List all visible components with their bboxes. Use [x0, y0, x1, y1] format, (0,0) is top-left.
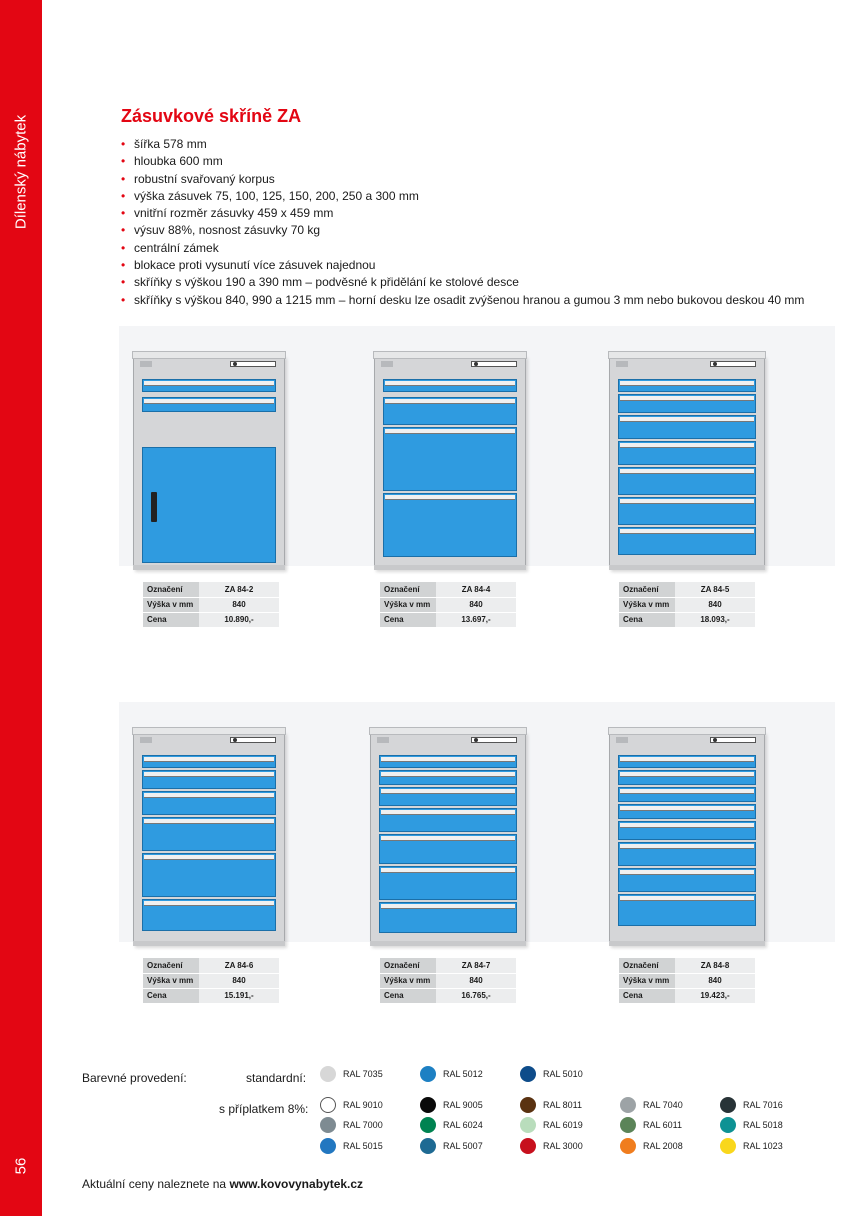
logo-plate: [381, 361, 393, 367]
spec-table: [143, 582, 279, 628]
height-label: Výška v mm: [619, 597, 675, 612]
drawer-handle: [620, 870, 754, 875]
drawer-handle: [144, 399, 274, 404]
height-cell: 840: [436, 597, 516, 612]
cabinet-image: [119, 326, 359, 566]
drawer: [142, 379, 276, 392]
color-swatch: [320, 1066, 336, 1082]
drawer-handle: [620, 896, 754, 901]
cabinet-illustration: [133, 732, 285, 946]
drawer-handle: [620, 757, 754, 762]
logo-plate: [140, 361, 152, 367]
price-label: Cena: [380, 988, 436, 1003]
cabinet-illustration: [609, 356, 765, 570]
price-label: Cena: [380, 612, 436, 627]
feature-item: • blokace proti vysunutí více zásuvek najednou: [121, 257, 804, 274]
drawer-handle: [620, 823, 754, 828]
color-swatch: [720, 1138, 736, 1154]
drawer-handle: [385, 495, 515, 500]
drawer-handle: [381, 868, 515, 873]
drawer-handle: [620, 844, 754, 849]
color-swatch: [520, 1138, 536, 1154]
color-name: RAL 7000: [343, 1120, 383, 1130]
drawer: [142, 397, 276, 412]
height-cell: 840: [675, 597, 755, 612]
spec-row: [143, 612, 279, 627]
spec-row: [143, 988, 279, 1003]
feature-item: • výsuv 88%, nosnost zásuvky 70 kg: [121, 222, 804, 239]
feature-item: • vnitřní rozměr zásuvky 459 x 459 mm: [121, 205, 804, 222]
feature-item: • skříňky s výškou 840, 990 a 1215 mm – horní desku lze osadit zvýšenou hranou a gumou 3 mm nebo bukovou deskou 40 mm: [121, 292, 804, 309]
height-cell: 840: [436, 973, 516, 988]
drawer: [618, 755, 756, 768]
drawer: [618, 787, 756, 802]
drawer: [618, 868, 756, 892]
drawer-handle: [385, 399, 515, 404]
color-name: RAL 9005: [443, 1100, 483, 1110]
color-options-heading: Barevné provedení:: [82, 1071, 187, 1085]
feature-item: • centrální zámek: [121, 240, 804, 257]
color-name: RAL 5007: [443, 1141, 483, 1151]
cabinet-image: [356, 326, 596, 566]
drawer-handle: [144, 855, 274, 860]
drawer: [618, 379, 756, 392]
drawer: [142, 755, 276, 768]
feature-list: [121, 136, 804, 309]
height-label: Výška v mm: [380, 973, 436, 988]
logo-plate: [140, 737, 152, 743]
drawer-handle: [620, 443, 754, 448]
spec-table: [619, 958, 755, 1004]
code-label: Označení: [380, 582, 436, 597]
footer-text: Aktuální ceny naleznete na: [82, 1177, 230, 1191]
feature-item: • výška zásuvek 75, 100, 125, 150, 200, 250 a 300 mm: [121, 188, 804, 205]
cabinet-image: [119, 702, 359, 942]
spec-row: [619, 958, 755, 973]
footer-website-link[interactable]: www.kovovynabytek.cz: [229, 1177, 364, 1191]
cabinet-image: [595, 326, 835, 566]
page-number: 56: [12, 1157, 30, 1175]
drawer: [618, 842, 756, 866]
cabinet-illustration: [370, 732, 526, 946]
height-label: Výška v mm: [619, 973, 675, 988]
spec-row: [143, 582, 279, 597]
height-label: Výška v mm: [143, 973, 199, 988]
drawer-handle: [381, 810, 515, 815]
drawer: [383, 397, 517, 425]
drawer: [142, 853, 276, 897]
code-label: Označení: [380, 958, 436, 973]
drawer-handle: [620, 417, 754, 422]
color-name: RAL 6024: [443, 1120, 483, 1130]
drawer-handle: [144, 901, 274, 906]
color-name: RAL 8011: [543, 1100, 583, 1110]
cabinet-door: [142, 447, 276, 563]
drawer: [142, 770, 276, 789]
price-label: Cena: [619, 612, 675, 627]
central-lock-icon: [230, 361, 276, 367]
code-cell: ZA 84-8: [675, 958, 755, 973]
color-swatch: [720, 1117, 736, 1133]
cabinet-image: [356, 702, 596, 942]
central-lock-icon: [230, 737, 276, 743]
spec-row: [619, 988, 755, 1003]
feature-item: • šířka 578 mm: [121, 136, 804, 153]
cabinet-illustration: [609, 732, 765, 946]
spec-table: [380, 958, 516, 1004]
color-swatch: [420, 1117, 436, 1133]
color-swatch: [520, 1066, 536, 1082]
cabinet-illustration: [374, 356, 526, 570]
central-lock-icon: [710, 737, 756, 743]
spec-table: [380, 582, 516, 628]
price-label: Cena: [143, 988, 199, 1003]
drawer: [142, 817, 276, 851]
code-cell: ZA 84-6: [199, 958, 279, 973]
color-name: RAL 6019: [543, 1120, 583, 1130]
footer: [82, 1177, 363, 1191]
color-swatch: [520, 1097, 536, 1113]
spec-row: [619, 582, 755, 597]
drawer: [383, 427, 517, 491]
spec-row: [143, 973, 279, 988]
drawer: [379, 808, 517, 832]
drawer-handle: [144, 819, 274, 824]
drawer-handle: [620, 396, 754, 401]
color-name: RAL 7016: [743, 1100, 783, 1110]
color-swatch: [620, 1138, 636, 1154]
drawer: [379, 755, 517, 768]
drawer-handle: [381, 772, 515, 777]
drawer: [618, 894, 756, 926]
color-swatch: [320, 1138, 336, 1154]
spec-row: [143, 958, 279, 973]
drawer: [618, 497, 756, 525]
color-swatch: [420, 1138, 436, 1154]
drawer-handle: [620, 499, 754, 504]
color-name: RAL 2008: [643, 1141, 683, 1151]
logo-plate: [616, 737, 628, 743]
cabinet-illustration: [133, 356, 285, 570]
spec-row: [619, 973, 755, 988]
central-lock-icon: [710, 361, 756, 367]
code-label: Označení: [143, 958, 199, 973]
spec-table: [619, 582, 755, 628]
color-swatch: [720, 1097, 736, 1113]
price-cell: 18.093,-: [675, 612, 755, 627]
drawer: [618, 804, 756, 819]
central-lock-icon: [471, 737, 517, 743]
color-swatch: [620, 1097, 636, 1113]
drawer: [618, 441, 756, 465]
drawer-handle: [144, 757, 274, 762]
code-cell: ZA 84-5: [675, 582, 755, 597]
color-name: RAL 1023: [743, 1141, 783, 1151]
drawer: [142, 899, 276, 931]
drawer: [618, 770, 756, 785]
standard-colors-label: standardní:: [246, 1071, 307, 1085]
drawer-handle: [620, 806, 754, 811]
drawer-handle: [385, 381, 515, 386]
color-name: RAL 6011: [643, 1120, 683, 1130]
drawer-handle: [381, 836, 515, 841]
drawer: [618, 415, 756, 439]
drawer: [379, 770, 517, 785]
price-label: Cena: [143, 612, 199, 627]
code-label: Označení: [619, 958, 675, 973]
drawer: [142, 791, 276, 815]
page-title: Zásuvkové skříně ZA: [121, 106, 302, 126]
drawer: [379, 902, 517, 933]
code-cell: ZA 84-7: [436, 958, 516, 973]
spec-row: [619, 597, 755, 612]
code-cell: ZA 84-2: [199, 582, 279, 597]
sidebar: [0, 0, 42, 1216]
section-title: Dílenský nábytek: [12, 114, 30, 230]
color-name: RAL 5015: [343, 1141, 383, 1151]
color-swatch: [520, 1117, 536, 1133]
drawer-handle: [620, 789, 754, 794]
color-name: RAL 7035: [343, 1069, 383, 1079]
drawer-handle: [385, 429, 515, 434]
drawer: [618, 394, 756, 413]
cabinet-image: [595, 702, 835, 942]
color-swatch: [320, 1117, 336, 1133]
price-cell: 16.765,-: [436, 988, 516, 1003]
feature-item: • skříňky s výškou 190 a 390 mm – podvěsné k přidělání ke stolové desce: [121, 274, 804, 291]
price-cell: 19.423,-: [675, 988, 755, 1003]
drawer-handle: [144, 381, 274, 386]
color-name: RAL 5018: [743, 1120, 783, 1130]
spec-row: [380, 597, 516, 612]
height-label: Výška v mm: [380, 597, 436, 612]
color-swatch: [420, 1097, 436, 1113]
drawer-handle: [381, 904, 515, 909]
spec-row: [380, 988, 516, 1003]
code-cell: ZA 84-4: [436, 582, 516, 597]
code-label: Označení: [619, 582, 675, 597]
drawer: [383, 493, 517, 557]
drawer-handle: [620, 469, 754, 474]
price-cell: 13.697,-: [436, 612, 516, 627]
color-name: RAL 5010: [543, 1069, 583, 1079]
height-cell: 840: [199, 597, 279, 612]
door-handle: [151, 492, 157, 522]
drawer-handle: [620, 529, 754, 534]
drawer: [618, 467, 756, 495]
drawer: [379, 787, 517, 806]
color-name: RAL 9010: [343, 1100, 383, 1110]
spec-table: [143, 958, 279, 1004]
drawer-handle: [381, 757, 515, 762]
drawer: [379, 834, 517, 864]
drawer: [383, 379, 517, 392]
spec-row: [143, 597, 279, 612]
logo-plate: [616, 361, 628, 367]
feature-item: • hloubka 600 mm: [121, 153, 804, 170]
price-cell: 10.890,-: [199, 612, 279, 627]
surcharge-colors-label: s příplatkem 8%:: [219, 1102, 309, 1116]
spec-row: [380, 612, 516, 627]
drawer-handle: [620, 381, 754, 386]
spec-row: [380, 958, 516, 973]
color-name: RAL 3000: [543, 1141, 583, 1151]
price-cell: 15.191,-: [199, 988, 279, 1003]
spec-row: [619, 612, 755, 627]
drawer-handle: [144, 793, 274, 798]
color-swatch: [620, 1117, 636, 1133]
color-name: RAL 7040: [643, 1100, 683, 1110]
price-label: Cena: [619, 988, 675, 1003]
height-cell: 840: [199, 973, 279, 988]
code-label: Označení: [143, 582, 199, 597]
drawer: [618, 821, 756, 840]
spec-row: [380, 582, 516, 597]
drawer-handle: [381, 789, 515, 794]
central-lock-icon: [471, 361, 517, 367]
drawer-handle: [144, 772, 274, 777]
feature-item: • robustní svařovaný korpus: [121, 171, 804, 188]
height-cell: 840: [675, 973, 755, 988]
logo-plate: [377, 737, 389, 743]
height-label: Výška v mm: [143, 597, 199, 612]
color-swatch: [320, 1097, 336, 1113]
color-name: RAL 5012: [443, 1069, 483, 1079]
color-swatch: [420, 1066, 436, 1082]
drawer: [379, 866, 517, 900]
drawer: [618, 527, 756, 555]
spec-row: [380, 973, 516, 988]
drawer-handle: [620, 772, 754, 777]
